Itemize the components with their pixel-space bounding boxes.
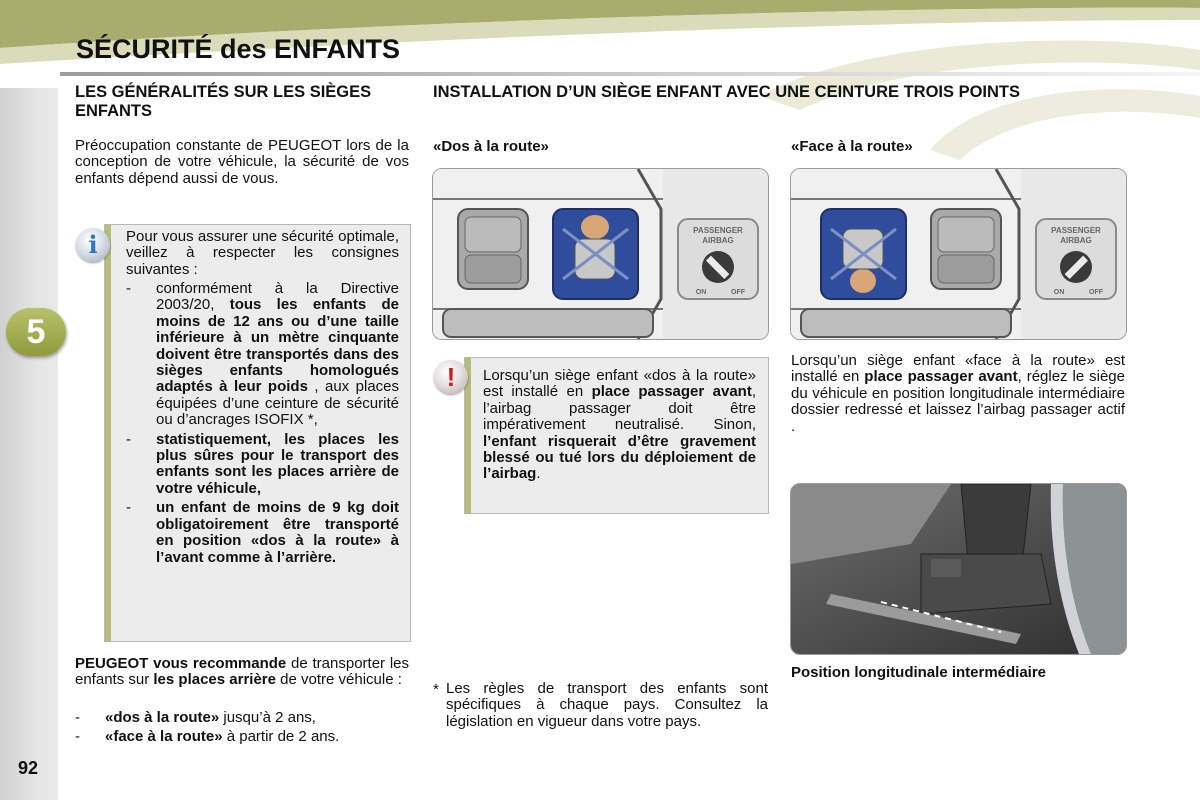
warning-text: Lorsqu’un siège enfant «dos à la route» est installé en place passager avant, l’airbag passager doit être impérativement neutralisé. Sinon, l’enfant risquerait d’être gravement blessé ou tué lors du déploiement de l’airbag. [483, 367, 756, 483]
airbag-line1-rear: PASSENGER [693, 226, 743, 235]
airbag-on-rear: ON [695, 289, 707, 296]
info-box-stripe [105, 225, 111, 641]
option-forward-facing: - «face à la route» à partir de 2 ans. [75, 728, 340, 746]
info-item-directive: - conformément à la Directive 2003/20, tous les enfants de moins de 12 ans ou d’une taille inférieure à un mètre cinquante doivent être transportés dans des sièges enfants homologués adaptés à leur poids , aux places équipées d’une ceinture de sécurité ou d’ancrages ISOFIX *, [126, 280, 400, 429]
forward-facing-illustration [790, 168, 1127, 340]
right-heading: INSTALLATION D’UN SIÈGE ENFANT AVEC UNE CEINTURE TROIS POINTS [433, 83, 1020, 101]
left-margin-band [0, 88, 58, 800]
photo-caption: Position longitudinale intermédiaire [791, 664, 1047, 681]
page-number: 92 [18, 758, 39, 778]
rear-facing-illustration [432, 168, 769, 340]
age-options [75, 710, 409, 749]
warning-icon: ! [434, 360, 468, 394]
chapter-tab[interactable]: 5 [6, 308, 66, 356]
footnote-star: * [433, 681, 439, 698]
option-rear-facing: - «dos à la route» jusqu’à 2 ans, [75, 709, 316, 726]
left-intro: Préoccupation constante de PEUGEOT lors de la conception de votre véhicule, la sécurité de vos enfants dépend aussi de vous. [75, 137, 409, 187]
info-lead: Pour vous assurer une sécurité optimale, veillez à respecter les consignes suivantes : [126, 228, 399, 278]
airbag-on-forward: ON [1053, 289, 1065, 296]
footnote-text: Les règles de transport des enfants sont spécifiques à chaque pays. Consultez la législation en vigueur dans votre pays. [446, 680, 768, 730]
info-list [126, 281, 399, 569]
airbag-line2-forward: AIRBAG [1060, 236, 1092, 245]
page-title: SÉCURITÉ des ENFANTS [76, 34, 401, 64]
airbag-off-rear: OFF [731, 289, 745, 296]
seat-position-photo [790, 483, 1127, 655]
airbag-off-forward: OFF [1089, 289, 1103, 296]
rear-facing-label: «Dos à la route» [433, 138, 549, 155]
left-heading: LES GÉNÉRALITÉS SUR LES SIÈGES ENFANTS [75, 83, 372, 120]
info-item-under-9kg: - un enfant de moins de 9 kg doit obligatoirement être transporté en position «dos à la route» à l’avant comme à l’arrière. [126, 499, 399, 566]
forward-facing-text: Lorsqu’un siège enfant «face à la route» est installé en place passager avant, réglez le siège du véhicule en position longitudinale intermédiaire dossier redressé et laissez l’airbag passager actif . [791, 352, 1125, 435]
airbag-line1-forward: PASSENGER [1051, 226, 1101, 235]
forward-facing-label: «Face à la route» [791, 138, 913, 155]
info-icon: i [76, 228, 110, 262]
airbag-line2-rear: AIRBAG [702, 236, 734, 245]
info-item-rear-seats: - statistiquement, les places les plus sûres pour le transport des enfants sont les places arrière de votre véhicule, [126, 430, 399, 497]
recommend-text: PEUGEOT vous recommande de transporter les enfants sur les places arrière de votre véhicule : [75, 655, 409, 689]
title-rule [60, 72, 1200, 76]
